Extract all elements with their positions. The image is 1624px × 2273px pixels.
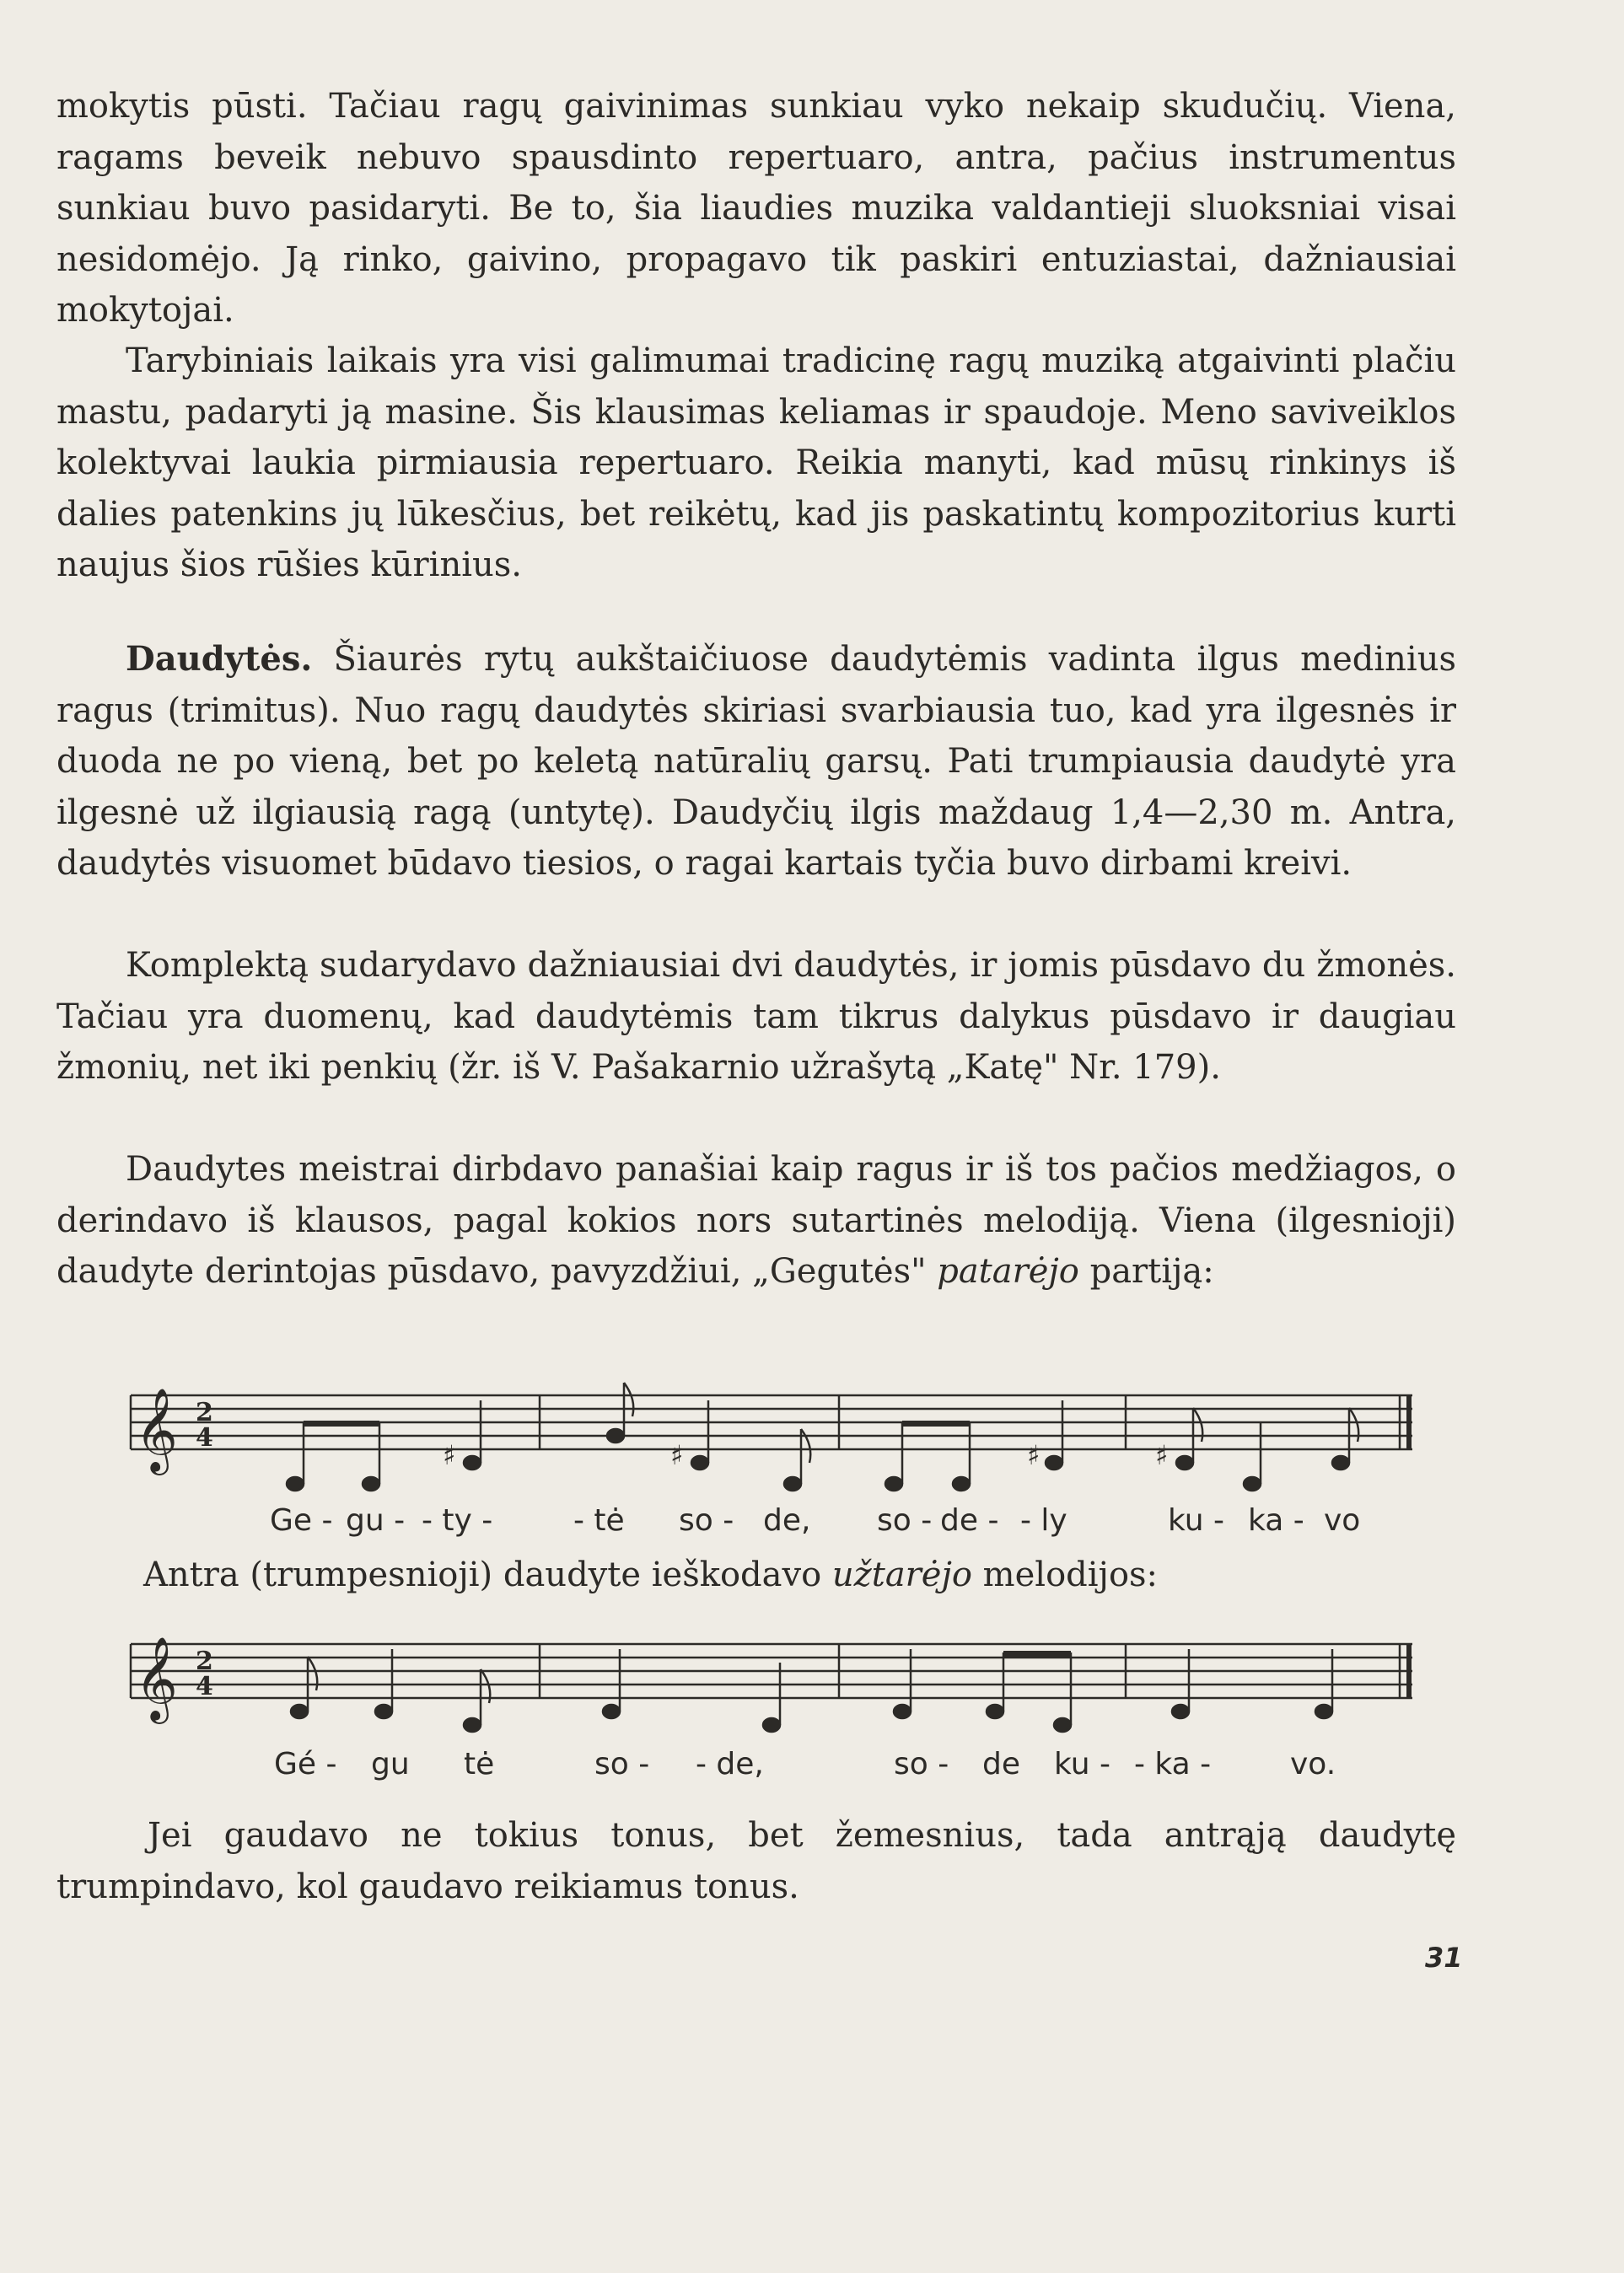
lyric-syllable: Gé -	[274, 1747, 337, 1781]
lyric-syllable: ku -	[1054, 1747, 1110, 1781]
lyric-syllable: so -	[877, 1503, 933, 1538]
note-head	[464, 1456, 481, 1470]
note-head	[953, 1477, 970, 1491]
paragraph-text: Daudytes meistrai dirbdavo panašiai kaip ragus ir iš tos pačios medžiagos, o derindavo iš klausos, pagal kokios nors sutartinės melodiją. Viena (ilgesnioji) daudyte derintojas pūsdavo, pavyzdžiui, „Gegutės"	[56, 1150, 1456, 1291]
note-head	[885, 1477, 902, 1491]
lyric-syllable: so -	[594, 1747, 650, 1781]
note-head	[1244, 1477, 1261, 1491]
treble-clef-icon: 𝄞	[135, 1388, 178, 1472]
note-head	[603, 1705, 620, 1718]
lyrics-patarejo	[0, 1503, 1624, 1545]
music-staff-patarejo	[126, 1370, 1417, 1497]
page-number: 31	[1425, 1942, 1463, 1974]
italic-term-patarejo: patarėjo	[937, 1252, 1079, 1291]
lyric-syllable: de -	[940, 1503, 999, 1538]
section-heading-daudytes: Daudytės.	[126, 639, 313, 679]
note-head	[894, 1705, 911, 1718]
note-head	[691, 1456, 708, 1470]
lyric-syllable: - tė	[573, 1503, 625, 1538]
lyric-syllable: tė	[464, 1747, 495, 1781]
paragraph-text: Jei gaudavo ne tokius tonus, bet žemesnius, tada antrąją daudytę trumpindavo, kol gaudavo reikiamus tonus.	[56, 1816, 1456, 1906]
time-signature-bottom: 4	[196, 1423, 213, 1453]
note-head	[375, 1705, 392, 1718]
lyric-syllable: vo	[1324, 1503, 1361, 1538]
paragraph-jei-gaudavo	[56, 1810, 1456, 1912]
note-head	[784, 1477, 801, 1491]
lyric-syllable: de	[982, 1747, 1020, 1781]
paragraph-ragu-gaivinimas	[56, 81, 1456, 336]
paragraph-text: Antra (trumpesnioji) daudyte ieškodavo	[143, 1556, 832, 1594]
time-signature-top: 2	[196, 1398, 213, 1427]
paragraph-text: Šiaurės rytų aukštaičiuose daudytėmis vadinta ilgus medinius ragus (trimitus). Nuo ragų daudytės skiriasi svarbiausia tuo, kad yra ilgesnės ir duoda ne po vieną, bet po keletą natūralių garsų. Pati trumpiausia daudytė yra ilgesnė už ilgiausią ragą (untytę). Daudyčių ilgis maždaug 1,4—2,30 m. Antra, daudytės visuomet būdavo tiesios, o ragai kartais tyčia buvo dirbami kreivi.	[56, 640, 1456, 883]
lyric-syllable: vo.	[1290, 1747, 1336, 1781]
note-head	[291, 1705, 308, 1718]
paragraph-text-end: melodijos:	[971, 1556, 1159, 1594]
paragraph-text: Komplektą sudarydavo dažniausiai dvi daudytės, ir jomis pūsdavo du žmonės. Tačiau yra duomenų, kad daudytėmis tam tikrus dalykus pūsdavo ir daugiau žmonių, net iki penkių (žr. iš V. Pašakarnio užrašytą „Katę" Nr. 179).	[56, 946, 1456, 1087]
lyric-syllable: - ty -	[422, 1503, 493, 1538]
paragraph-daudytes	[56, 634, 1456, 889]
time-signature-top: 2	[196, 1647, 213, 1676]
paragraph-text: Tarybiniais laikais yra visi galimumai tradicinę ragų muziką atgaivinti plačiu mastu, padaryti ją masine. Šis klausimas keliamas ir spaudoje. Meno saviveiklos kolektyvai laukia pirmiausia repertuaro. Reikia manyti, kad mūsų rinkinys iš dalies patenkins jų lūkesčius, bet reikėtų, kad jis paskatintų kompozitorius kurti naujus šios rūšies kūrinius.	[56, 341, 1456, 584]
lyric-syllable: - ka -	[1134, 1747, 1212, 1781]
note-head	[1176, 1456, 1193, 1470]
lyric-syllable: Ge -	[270, 1503, 333, 1538]
lyrics-uztarejo	[0, 1747, 1624, 1789]
svg-text:♯: ♯	[1155, 1439, 1169, 1471]
lyric-syllable: so -	[894, 1747, 949, 1781]
svg-text:♯: ♯	[443, 1439, 456, 1471]
lyric-syllable: ka -	[1248, 1503, 1304, 1538]
note-head	[1332, 1456, 1349, 1470]
italic-term-uztarejo: užtarėjo	[831, 1556, 972, 1594]
lyric-syllable: de,	[763, 1503, 811, 1538]
treble-clef-icon: 𝄞	[135, 1636, 178, 1721]
note-head	[1172, 1705, 1189, 1718]
paragraph-tarybiniais-laikais	[56, 336, 1456, 591]
paragraph-komplekta	[56, 940, 1456, 1094]
note-head	[1054, 1718, 1071, 1732]
note-head	[1046, 1456, 1062, 1470]
lyric-syllable: - ly	[1020, 1503, 1067, 1538]
lyric-syllable: so -	[679, 1503, 734, 1538]
svg-text:♯: ♯	[670, 1439, 684, 1471]
note-head	[464, 1718, 481, 1732]
music-staff-uztarejo	[126, 1619, 1417, 1745]
note-head	[607, 1429, 624, 1443]
paragraph-text: mokytis pūsti. Tačiau ragų gaivinimas sunkiau vyko nekaip skudučių. Viena, ragams beveik nebuvo spausdinto repertuaro, antra, pačius instrumentus sunkiau buvo pasidaryti. Be to, šia liaudies muzika valdantieji sluoksniai visai nesidomėjo. Ją rinko, gaivino, propagavo tik paskiri entuziastai, dažniausiai mokytojai.	[56, 87, 1456, 330]
svg-text:♯: ♯	[1027, 1439, 1041, 1471]
note-head	[363, 1477, 379, 1491]
note-head	[1315, 1705, 1332, 1718]
note-head	[763, 1718, 780, 1732]
paragraph-antra-daudyte	[143, 1550, 1459, 1601]
lyric-syllable: - de,	[696, 1747, 764, 1781]
note-head	[287, 1477, 304, 1491]
lyric-syllable: gu -	[346, 1503, 406, 1538]
paragraph-text-end: partiją:	[1078, 1252, 1214, 1291]
paragraph-meistrai	[56, 1144, 1456, 1298]
lyric-syllable: ku -	[1168, 1503, 1224, 1538]
note-head	[987, 1705, 1003, 1718]
lyric-syllable: gu	[371, 1747, 410, 1781]
time-signature-bottom: 4	[196, 1672, 213, 1701]
